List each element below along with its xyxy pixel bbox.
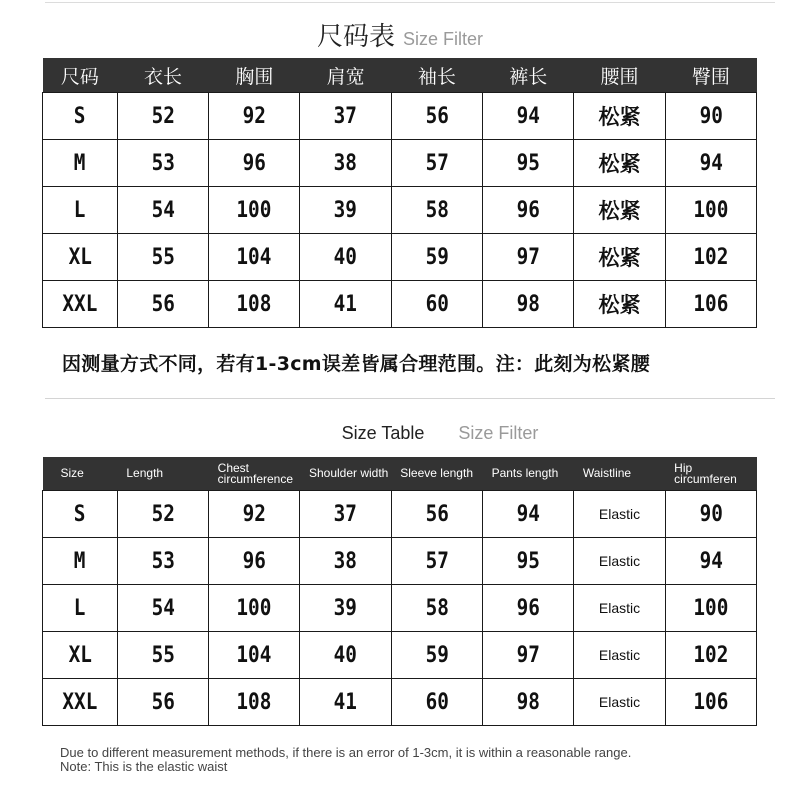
- size-label-cell: [43, 234, 118, 281]
- cell-value: 60: [425, 689, 449, 715]
- table-row: [43, 538, 757, 585]
- column-header: Hip circumferen: [665, 457, 756, 491]
- column-header: Waistline: [574, 457, 665, 491]
- table-cell: [483, 234, 574, 281]
- cell-value: 96: [516, 197, 540, 223]
- column-header: 肩宽: [300, 58, 391, 93]
- table-cell: [209, 585, 300, 632]
- cell-value: M: [74, 150, 86, 176]
- table-cell: [117, 585, 208, 632]
- table-row: [43, 93, 757, 140]
- cell-value: 97: [516, 244, 540, 270]
- size-label-cell: [43, 679, 118, 726]
- table-cell: [209, 140, 300, 187]
- cell-value: XL: [68, 642, 92, 668]
- table-cell: [391, 679, 482, 726]
- column-header: Size: [43, 457, 118, 491]
- cell-value: 96: [242, 150, 266, 176]
- cn-size-table: [42, 58, 757, 328]
- cell-value: 37: [333, 501, 358, 527]
- cell-value: 58: [425, 595, 449, 621]
- table-cell: [117, 491, 208, 538]
- table-cell: [209, 93, 300, 140]
- table-row: [43, 679, 757, 726]
- table-cell: [117, 632, 208, 679]
- table-cell: Elastic: [574, 585, 665, 632]
- cell-value: 52: [151, 103, 175, 129]
- cell-value: 38: [333, 150, 358, 176]
- table-cell: [483, 140, 574, 187]
- cell-value: 100: [693, 595, 729, 621]
- table-cell: [665, 585, 756, 632]
- table-cell: [665, 679, 756, 726]
- cell-value: 96: [516, 595, 540, 621]
- cell-value: 94: [699, 150, 723, 176]
- cell-value: 108: [236, 689, 272, 715]
- cell-value: M: [74, 548, 86, 574]
- column-header: 尺码: [43, 58, 118, 93]
- table-cell: [300, 632, 391, 679]
- table-cell: [300, 538, 391, 585]
- cell-value: XXL: [62, 689, 98, 715]
- cell-value: 92: [242, 103, 266, 129]
- table-cell: [483, 93, 574, 140]
- en-title: Size Table: [341, 423, 425, 443]
- table-cell: [391, 234, 482, 281]
- cell-value: 54: [151, 197, 175, 223]
- cell-value: 94: [516, 103, 540, 129]
- table-cell: Elastic: [574, 679, 665, 726]
- cell-value: 95: [516, 548, 540, 574]
- table-cell: [391, 585, 482, 632]
- en-size-table: [42, 457, 757, 726]
- en-measurement-note: Due to different measurement methods, if there is an error of 1-3cm, it is within a reasonable range.: [60, 745, 632, 760]
- cell-value: 37: [333, 103, 358, 129]
- table-cell: [483, 632, 574, 679]
- table-cell: [300, 679, 391, 726]
- table-cell: Elastic: [574, 491, 665, 538]
- table-cell: 松紧: [574, 234, 665, 281]
- cn-title-block: [0, 16, 800, 53]
- cell-value: 92: [242, 501, 266, 527]
- table-cell: [209, 491, 300, 538]
- table-cell: [209, 187, 300, 234]
- en-elastic-note: Note: This is the elastic waist: [60, 759, 228, 774]
- table-cell: [665, 140, 756, 187]
- cell-value: 39: [333, 595, 358, 621]
- table-cell: [391, 538, 482, 585]
- cell-value: 53: [151, 150, 175, 176]
- cell-value: 40: [333, 244, 358, 270]
- table-row: [43, 585, 757, 632]
- table-cell: [300, 491, 391, 538]
- cell-value: 54: [151, 595, 175, 621]
- table-cell: [665, 491, 756, 538]
- column-header: 衣长: [117, 58, 208, 93]
- size-label-cell: [43, 93, 118, 140]
- table-cell: [391, 491, 482, 538]
- table-cell: [300, 140, 391, 187]
- cn-subtitle: Size Filter: [403, 29, 484, 49]
- table-cell: [117, 140, 208, 187]
- table-cell: [117, 93, 208, 140]
- column-header: Length: [117, 457, 208, 491]
- cell-value: XL: [68, 244, 92, 270]
- cell-value: 57: [425, 150, 449, 176]
- cell-value: 56: [151, 291, 175, 317]
- table-cell: [665, 538, 756, 585]
- table-cell: [483, 585, 574, 632]
- table-cell: Elastic: [574, 632, 665, 679]
- table-header-row: [43, 58, 757, 93]
- table-cell: [665, 281, 756, 328]
- cell-value: 90: [699, 501, 723, 527]
- cell-value: 55: [151, 244, 175, 270]
- top-divider: [45, 2, 775, 3]
- table-cell: [209, 281, 300, 328]
- size-label-cell: [43, 140, 118, 187]
- table-cell: [665, 93, 756, 140]
- cell-value: 56: [425, 501, 449, 527]
- table-cell: [391, 93, 482, 140]
- table-cell: [117, 234, 208, 281]
- column-header: Sleeve length: [391, 457, 482, 491]
- cell-value: L: [74, 595, 86, 621]
- table-cell: [483, 679, 574, 726]
- size-label-cell: [43, 491, 118, 538]
- table-cell: [665, 234, 756, 281]
- table-row: [43, 632, 757, 679]
- cell-value: L: [74, 197, 86, 223]
- cell-value: 39: [333, 197, 358, 223]
- cell-value: 100: [236, 197, 272, 223]
- cell-value: 59: [425, 642, 449, 668]
- cell-value: 100: [693, 197, 729, 223]
- column-header: 腰围: [574, 58, 665, 93]
- table-row: [43, 140, 757, 187]
- table-cell: [300, 234, 391, 281]
- cn-measurement-note: 因测量方式不同，若有1-3cm误差皆属合理范围。注：此刻为松紧腰: [62, 353, 650, 375]
- table-cell: [117, 281, 208, 328]
- table-cell: [209, 538, 300, 585]
- cell-value: 98: [516, 689, 540, 715]
- table-row: [43, 234, 757, 281]
- cell-value: 95: [516, 150, 540, 176]
- en-subtitle: Size Filter: [458, 423, 539, 443]
- table-header-row: [43, 457, 757, 491]
- column-header: 臀围: [665, 58, 756, 93]
- column-header: Chest circumference: [209, 457, 300, 491]
- table-cell: [300, 281, 391, 328]
- table-row: [43, 187, 757, 234]
- size-label-cell: [43, 538, 118, 585]
- column-header: 胸围: [209, 58, 300, 93]
- table-cell: [117, 538, 208, 585]
- table-cell: [209, 234, 300, 281]
- table-cell: [300, 187, 391, 234]
- cell-value: XXL: [62, 291, 98, 317]
- cell-value: 94: [699, 548, 723, 574]
- section-divider: [45, 398, 775, 399]
- cell-value: 41: [333, 689, 358, 715]
- table-cell: 松紧: [574, 140, 665, 187]
- size-label-cell: [43, 585, 118, 632]
- column-header: 裤长: [483, 58, 574, 93]
- size-label-cell: [43, 187, 118, 234]
- cell-value: 59: [425, 244, 449, 270]
- table-cell: [483, 281, 574, 328]
- table-cell: [665, 187, 756, 234]
- table-cell: [117, 187, 208, 234]
- size-label-cell: [43, 632, 118, 679]
- table-row: [43, 491, 757, 538]
- table-cell: [209, 632, 300, 679]
- table-cell: Elastic: [574, 538, 665, 585]
- table-cell: [300, 585, 391, 632]
- cell-value: 104: [236, 642, 272, 668]
- cell-value: 108: [236, 291, 272, 317]
- cell-value: 58: [425, 197, 449, 223]
- table-cell: [300, 93, 391, 140]
- cell-value: S: [74, 501, 86, 527]
- cell-value: 96: [242, 548, 266, 574]
- cell-value: 41: [333, 291, 358, 317]
- table-cell: [483, 491, 574, 538]
- cell-value: 56: [425, 103, 449, 129]
- table-cell: 松紧: [574, 187, 665, 234]
- size-label-cell: [43, 281, 118, 328]
- en-title-block: [0, 423, 800, 444]
- cell-value: 90: [699, 103, 723, 129]
- table-cell: [209, 679, 300, 726]
- cell-value: 106: [693, 291, 729, 317]
- cell-value: 56: [151, 689, 175, 715]
- cell-value: 52: [151, 501, 175, 527]
- cell-value: 94: [516, 501, 540, 527]
- cell-value: 102: [693, 244, 729, 270]
- table-cell: 松紧: [574, 281, 665, 328]
- cell-value: 98: [516, 291, 540, 317]
- table-cell: [665, 632, 756, 679]
- cell-value: 104: [236, 244, 272, 270]
- table-cell: [117, 679, 208, 726]
- table-cell: [483, 187, 574, 234]
- column-header: Pants length: [483, 457, 574, 491]
- table-cell: [391, 281, 482, 328]
- table-cell: [391, 187, 482, 234]
- cell-value: 57: [425, 548, 449, 574]
- cell-value: 100: [236, 595, 272, 621]
- table-cell: 松紧: [574, 93, 665, 140]
- cell-value: 106: [693, 689, 729, 715]
- cell-value: 102: [693, 642, 729, 668]
- cell-value: 53: [151, 548, 175, 574]
- column-header: Shoulder width: [300, 457, 391, 491]
- table-row: [43, 281, 757, 328]
- table-cell: [391, 632, 482, 679]
- cell-value: S: [74, 103, 86, 129]
- cn-title: 尺码表: [316, 22, 395, 52]
- cell-value: 38: [333, 548, 358, 574]
- cell-value: 97: [516, 642, 540, 668]
- cell-value: 40: [333, 642, 358, 668]
- cell-value: 60: [425, 291, 449, 317]
- column-header: 袖长: [391, 58, 482, 93]
- cell-value: 55: [151, 642, 175, 668]
- table-cell: [391, 140, 482, 187]
- table-cell: [483, 538, 574, 585]
